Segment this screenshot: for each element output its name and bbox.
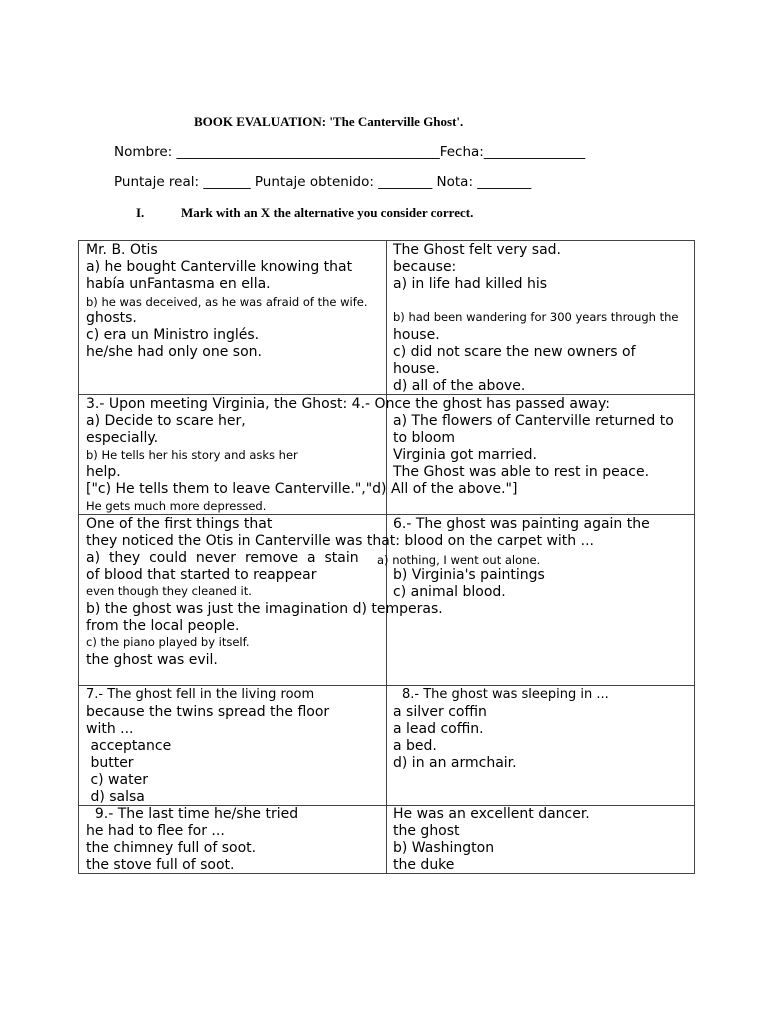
question-2-option-c[interactable]: c) did not scare the new owners of: [393, 344, 636, 360]
instruction-text: Mark with an X the alternative you consider correct.: [181, 205, 474, 220]
question-7-prompt-cont2: with ...: [86, 721, 134, 737]
question-10-prompt: He was an excellent dancer.: [393, 806, 590, 822]
question-4-option-a[interactable]: a) The flowers of Canterville returned to: [393, 413, 674, 429]
question-5-option-a-cont2: even though they cleaned it.: [86, 584, 252, 598]
question-1-option-b[interactable]: b) he was deceived, as he was afraid of the wife.: [86, 295, 368, 309]
question-9-option-a[interactable]: the chimney full of soot.: [86, 840, 257, 856]
question-7-prompt: 7.- The ghost fell in the living room: [86, 687, 315, 702]
instruction: [136, 205, 473, 221]
question-7-option-d[interactable]: d) salsa: [86, 789, 145, 805]
document-title: BOOK EVALUATION: 'The Canterville Ghost'.: [194, 114, 464, 129]
question-8-option-a[interactable]: a silver coffin: [393, 704, 487, 720]
question-8-prompt: 8.- The ghost was sleeping in ...: [402, 687, 609, 702]
question-5-option-d[interactable]: the ghost was evil.: [86, 652, 218, 668]
question-3-option-b[interactable]: b) He tells her his story and asks her: [86, 448, 298, 462]
question-2-prompt: The Ghost felt very sad.: [393, 242, 561, 258]
question-4-option-b[interactable]: Virginia got married.: [393, 447, 537, 463]
question-1-prompt: Mr. B. Otis: [86, 242, 158, 258]
question-10-option-b[interactable]: b) Washington: [393, 840, 495, 856]
question-8-option-d[interactable]: d) in an armchair.: [393, 755, 517, 771]
question-10-option-a[interactable]: the ghost: [393, 823, 460, 839]
name-date-line: Nombre: _______________________________________Fecha:_______________: [114, 144, 586, 160]
question-5-prompt-cont: they noticed the Otis in Canterville was that: blood on the carpet with ...: [86, 533, 594, 549]
question-3-option-a[interactable]: a) Decide to scare her,: [86, 413, 246, 429]
question-7-prompt-cont: because the twins spread the floor: [86, 704, 330, 720]
question-1-option-a[interactable]: a) he bought Canterville knowing that: [86, 259, 353, 275]
question-3-option-c-d[interactable]: ["c) He tells them to leave Canterville.","d) All of the above."]: [86, 481, 518, 497]
question-4-option-a-cont: to bloom: [393, 430, 456, 446]
question-6-option-a[interactable]: a) nothing, I went out alone.: [377, 553, 541, 567]
question-5-option-c[interactable]: c) the piano played by itself.: [86, 635, 250, 649]
question-4-option-c[interactable]: The Ghost was able to rest in peace.: [393, 464, 650, 480]
question-10-option-c[interactable]: the duke: [393, 857, 455, 873]
question-7-option-c[interactable]: c) water: [86, 772, 148, 788]
question-6-prompt: 6.- The ghost was painting again the: [393, 516, 650, 532]
question-5-prompt: One of the first things that: [86, 516, 273, 532]
question-1-option-b-cont: ghosts.: [86, 310, 137, 326]
question-3-option-extra[interactable]: He gets much more depressed.: [86, 499, 267, 513]
question-9-prompt-cont: he had to flee for ...: [86, 823, 225, 839]
question-6-option-b[interactable]: b) Virginia's paintings: [393, 567, 545, 583]
question-7-option-a[interactable]: acceptance: [86, 738, 172, 754]
question-5-option-b[interactable]: b) the ghost was just the imagination d) temperas.: [86, 601, 443, 617]
question-1-option-c[interactable]: c) era un Ministro inglés.: [86, 327, 260, 343]
question-3-prompt: 3.- Upon meeting Virginia, the Ghost: 4.- Once the ghost has passed away:: [86, 396, 610, 412]
question-2-option-b[interactable]: b) had been wandering for 300 years through the: [393, 310, 679, 324]
question-2-prompt-cont: because:: [393, 259, 457, 275]
question-2-option-a[interactable]: a) in life had killed his: [393, 276, 548, 292]
question-8-option-c[interactable]: a bed.: [393, 738, 437, 754]
question-8-option-b[interactable]: a lead coffin.: [393, 721, 484, 737]
score-line: Puntaje real: _______ Puntaje obtenido: ________ Nota: ________: [114, 174, 532, 190]
question-2-option-c-cont: house.: [393, 361, 440, 377]
question-1-option-a-cont: había unFantasma en ella.: [86, 276, 271, 292]
question-6-option-c[interactable]: c) animal blood.: [393, 584, 506, 600]
question-3-option-b-cont: help.: [86, 464, 121, 480]
question-3-option-a-cont: especially.: [86, 430, 159, 446]
question-5-option-a[interactable]: a) they could never remove a stain: [86, 550, 359, 566]
question-1-option-d[interactable]: he/she had only one son.: [86, 344, 262, 360]
question-5-option-a-cont: of blood that started to reappear: [86, 567, 317, 583]
question-9-option-b[interactable]: the stove full of soot.: [86, 857, 235, 873]
table-border: [694, 240, 695, 874]
question-2-option-b-cont: house.: [393, 327, 440, 343]
instruction-number: I.: [136, 205, 145, 220]
question-9-prompt: 9.- The last time he/she tried: [86, 806, 299, 822]
question-5-option-b-cont: from the local people.: [86, 618, 240, 634]
question-2-option-d[interactable]: d) all of the above.: [393, 378, 526, 394]
question-7-option-b[interactable]: butter: [86, 755, 134, 771]
table-border: [78, 240, 79, 874]
